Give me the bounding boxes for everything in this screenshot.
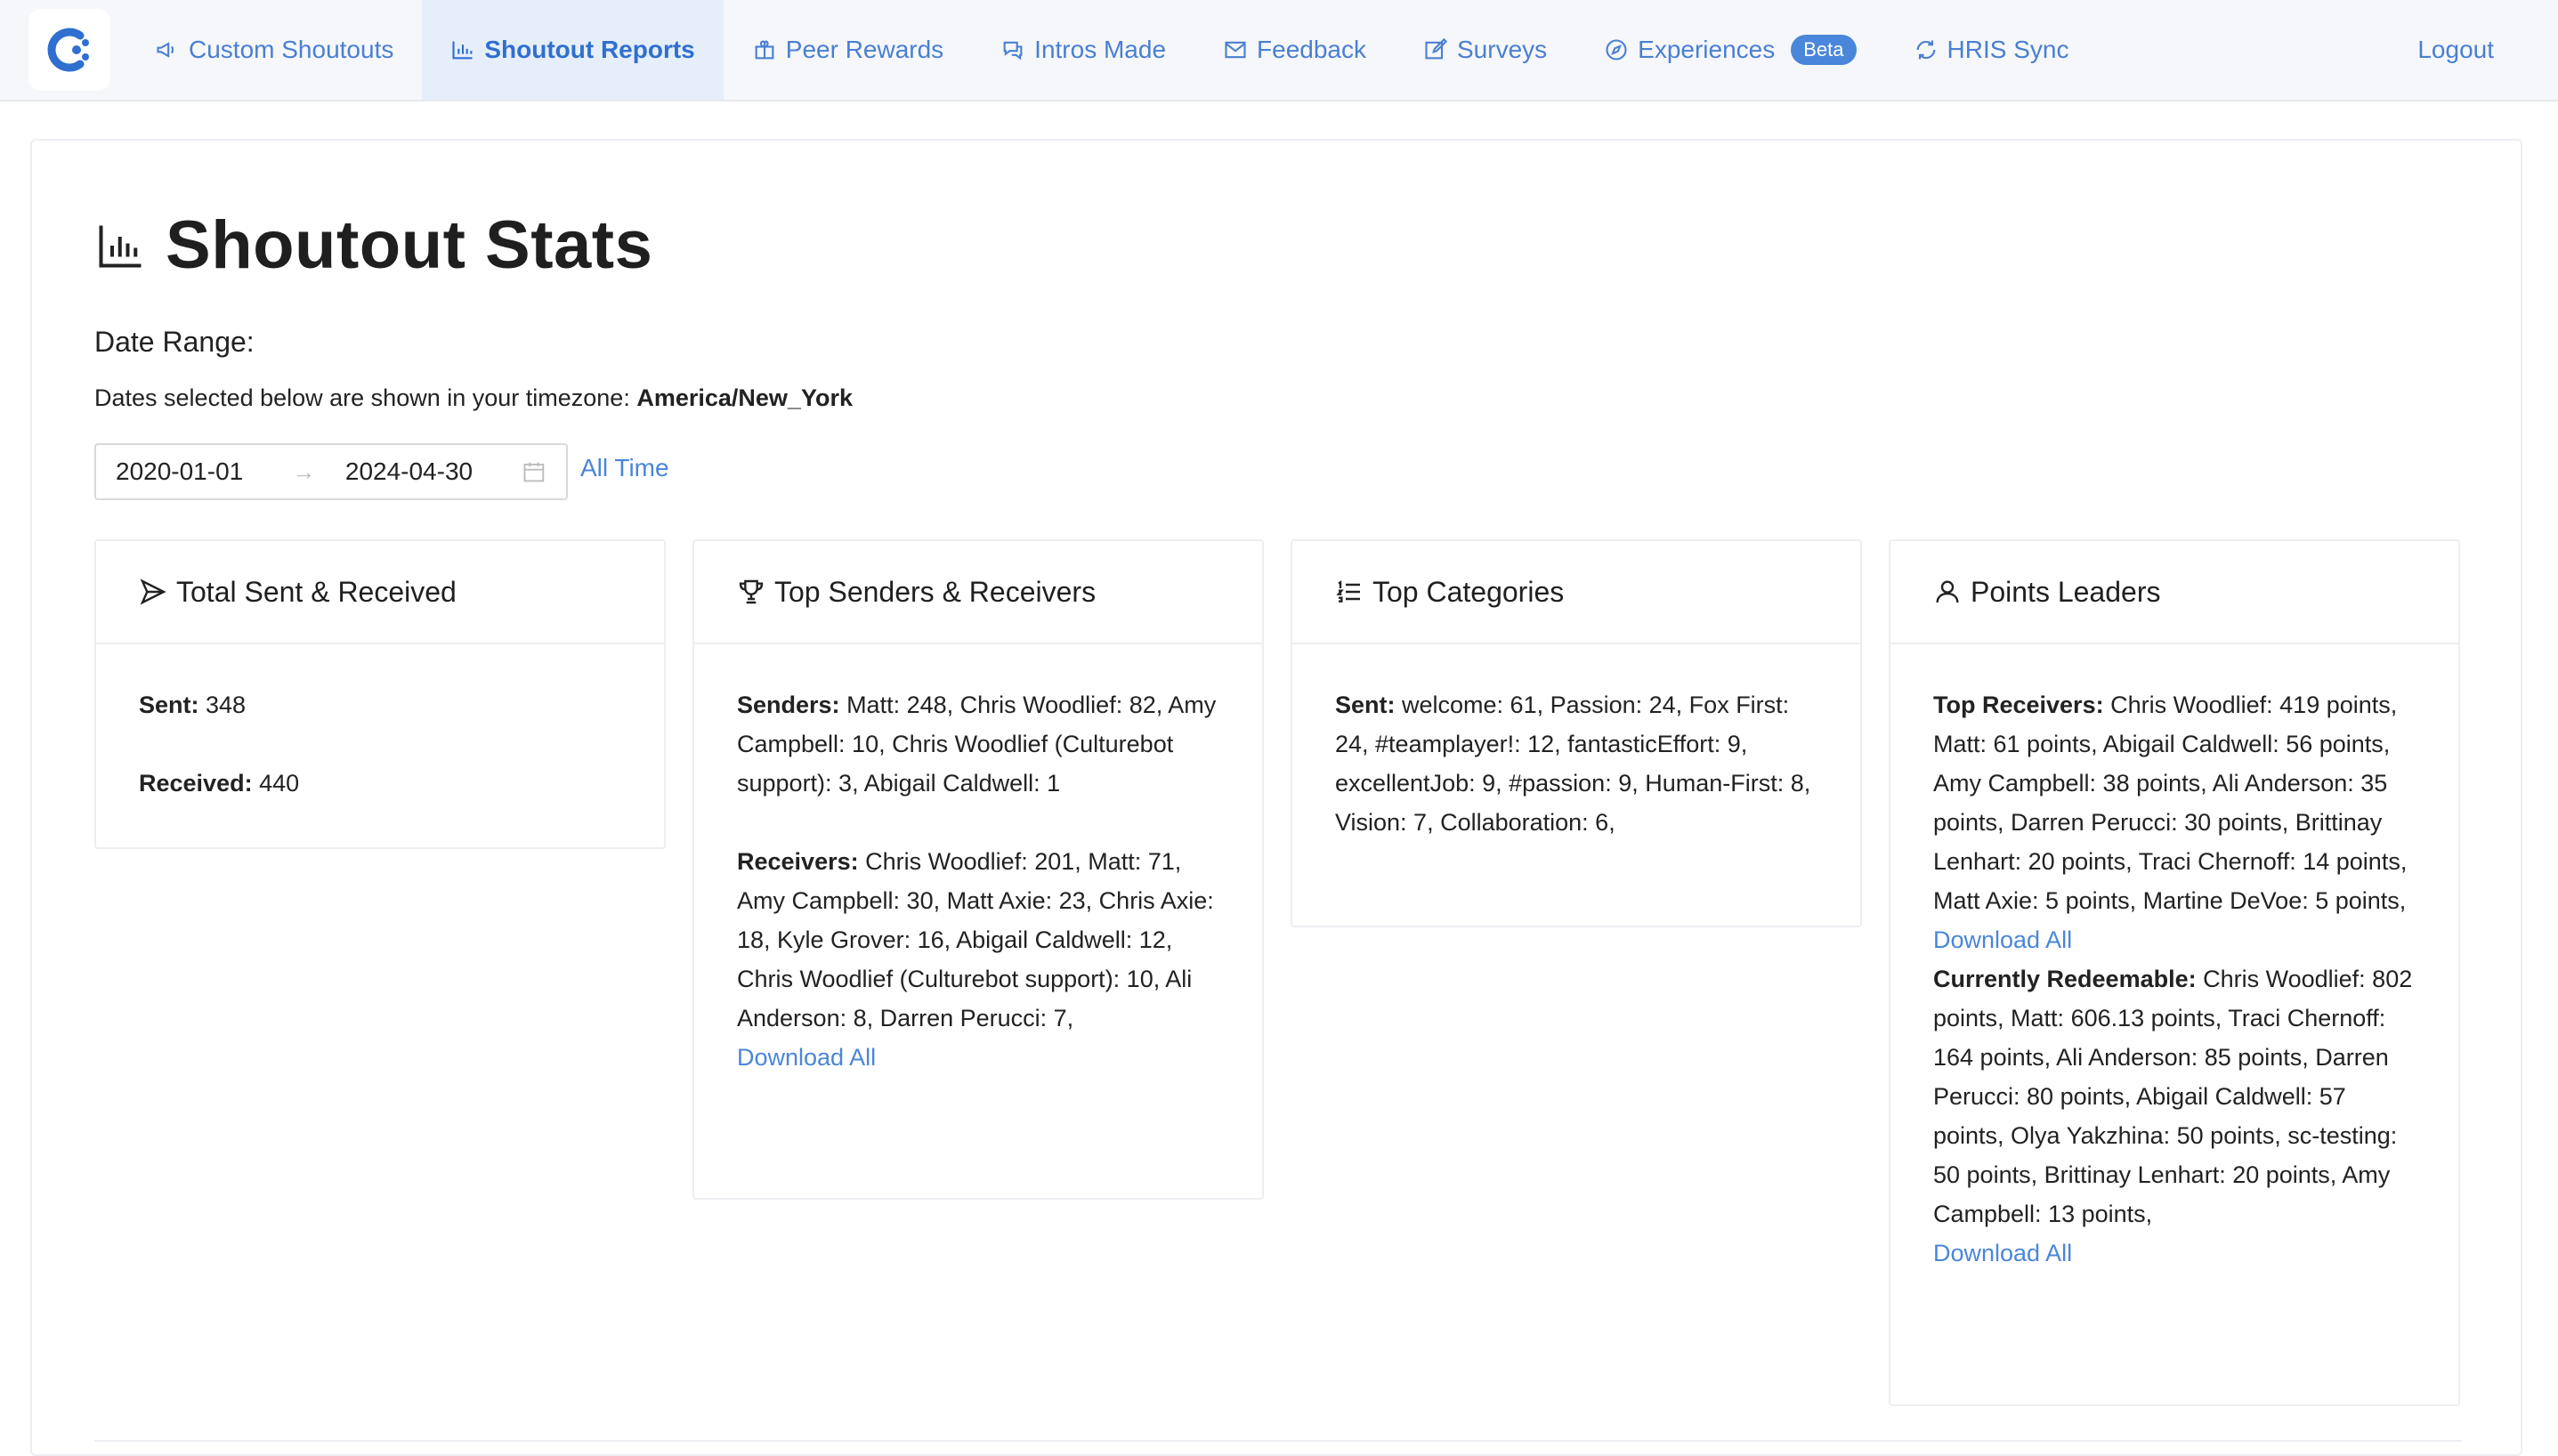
card-body — [694, 644, 1262, 1112]
top-categories-card — [1291, 539, 1862, 927]
page-title-row — [94, 206, 652, 284]
send-icon — [139, 578, 167, 606]
top-senders-receivers-card — [692, 539, 1264, 1200]
bar-chart-icon — [94, 219, 148, 272]
redeemable-text: Chris Woodlief: 802 points, Matt: 606.13 points, Traci Chernoff: 164 points, Ali Anderson: 85 points, Darren Perucci: 80 points, Abigail Caldwell: 57 points, Olya Yakzhina: 50 points, sc-testing: 50 points, Brittinay Lenhart: 20 points, Amy Campbell: 13 points, — [1933, 966, 2413, 1227]
ordered-list-icon — [1335, 578, 1364, 606]
received-label: Received: — [139, 770, 253, 797]
card-header — [1890, 541, 2458, 644]
senders-label: Senders: — [737, 692, 840, 718]
total-sent-received-card — [94, 539, 666, 849]
bar-chart-icon — [450, 37, 475, 62]
range-arrow-icon: → — [292, 457, 316, 485]
download-all-link[interactable]: Download All — [1933, 1240, 2073, 1266]
beta-badge: Beta — [1791, 35, 1856, 65]
received-value: 440 — [259, 770, 300, 797]
card-title: Top Categories — [1372, 575, 1565, 608]
nav-item-hris-sync[interactable] — [1885, 0, 2098, 100]
nav-label: Surveys — [1457, 36, 1548, 63]
page-title: Shoutout Stats — [166, 207, 653, 283]
trophy-icon — [737, 578, 765, 606]
card-header — [96, 541, 664, 644]
nav-item-surveys[interactable] — [1395, 0, 1575, 100]
nav-item-shoutout-reports[interactable] — [422, 0, 723, 100]
chat-bubbles-icon — [1000, 37, 1025, 62]
top-receivers-list — [1933, 685, 2416, 920]
mail-icon — [1223, 37, 1248, 62]
nav-label: HRIS Sync — [1947, 36, 2069, 63]
top-receivers-label: Top Receivers: — [1933, 692, 2104, 718]
download-all-link[interactable]: Download All — [1933, 926, 2073, 953]
senders-list — [737, 685, 1219, 803]
redeemable-label: Currently Redeemable: — [1933, 966, 2197, 992]
logo-icon — [45, 25, 94, 75]
received-stat — [139, 764, 621, 803]
app-logo[interactable] — [28, 9, 110, 91]
points-leaders-card — [1889, 539, 2460, 1406]
sent-value: 348 — [206, 692, 247, 718]
user-icon — [1933, 578, 1962, 606]
receivers-label: Receivers: — [737, 848, 859, 875]
timezone-note — [94, 384, 853, 412]
sent-stat — [139, 685, 621, 724]
nav-label: Shoutout Reports — [484, 36, 695, 63]
date-range-heading: Date Range: — [94, 326, 255, 358]
gift-icon — [752, 37, 777, 62]
main-panel — [30, 139, 2522, 1456]
logout-link[interactable]: Logout — [2417, 36, 2494, 63]
nav-label: Feedback — [1257, 36, 1366, 63]
nav-item-experiences[interactable] — [1575, 0, 1884, 100]
card-header — [694, 541, 1262, 644]
edit-icon — [1423, 37, 1448, 62]
top-nav — [0, 0, 2558, 101]
range-end-input[interactable]: 2024-04-30 — [344, 457, 474, 485]
nav-item-peer-rewards[interactable] — [724, 0, 972, 100]
download-all-link[interactable]: Download All — [737, 1044, 877, 1071]
top-receivers-text: Chris Woodlief: 419 points, Matt: 61 points, Abigail Caldwell: 56 points, Amy Campbell: 38 points, Ali Anderson: 35 points, Darren Perucci: 30 points, Brittinay Lenhart: 20 points, Traci Chernoff: 14 points, Matt Axie: 5 points, Martine DeVoe: 5 points, — [1933, 692, 2408, 914]
nav-items — [126, 0, 2097, 100]
card-title: Total Sent & Received — [176, 575, 457, 608]
calendar-icon — [522, 459, 546, 484]
card-body — [1292, 644, 1860, 878]
nav-item-feedback[interactable] — [1194, 0, 1395, 100]
categories-list — [1335, 685, 1817, 842]
all-time-link[interactable]: All Time — [580, 454, 669, 481]
sync-icon — [1914, 37, 1939, 62]
compass-icon — [1604, 37, 1629, 62]
card-header — [1292, 541, 1860, 644]
redeemable-list — [1933, 959, 2416, 1234]
nav-label: Experiences — [1638, 36, 1776, 63]
receivers-list — [737, 842, 1219, 1038]
nav-label: Peer Rewards — [785, 36, 944, 63]
range-start-input[interactable]: 2020-01-01 — [116, 457, 244, 485]
card-title: Points Leaders — [1971, 575, 2161, 608]
card-body — [1890, 644, 2458, 1308]
nav-item-custom-shoutouts[interactable] — [126, 0, 422, 100]
senders-text: Matt: 248, Chris Woodlief: 82, Amy Campbell: 10, Chris Woodlief (Culturebot support): 3, Abigail Caldwell: 1 — [737, 692, 1217, 797]
date-range-picker[interactable] — [94, 443, 568, 500]
nav-item-intros-made[interactable] — [972, 0, 1194, 100]
timezone-value: America/New_York — [636, 384, 853, 411]
categories-text: welcome: 61, Passion: 24, Fox First: 24, #teamplayer!: 12, fantasticEffort: 9, excellentJob: 9, #passion: 9, Human-First: 8, Vision: 7, Collaboration: 6, — [1335, 692, 1811, 836]
megaphone-icon — [155, 37, 180, 62]
nav-label: Intros Made — [1034, 36, 1167, 63]
receivers-text: Chris Woodlief: 201, Matt: 71, Amy Campbell: 30, Matt Axie: 23, Chris Axie: 18, Kyle Grover: 16, Abigail Caldwell: 12, Chris Woodlief (Culturebot support): 10, Ali Anderson: 8, Darren Perucci: 7, — [737, 848, 1214, 1031]
timezone-prefix: Dates selected below are shown in your timezone: — [94, 384, 630, 411]
card-title: Top Senders & Receivers — [774, 575, 1097, 608]
categories-sent-label: Sent: — [1335, 692, 1396, 718]
card-body — [96, 644, 664, 838]
nav-label: Custom Shoutouts — [189, 36, 394, 63]
sent-label: Sent: — [139, 692, 199, 718]
